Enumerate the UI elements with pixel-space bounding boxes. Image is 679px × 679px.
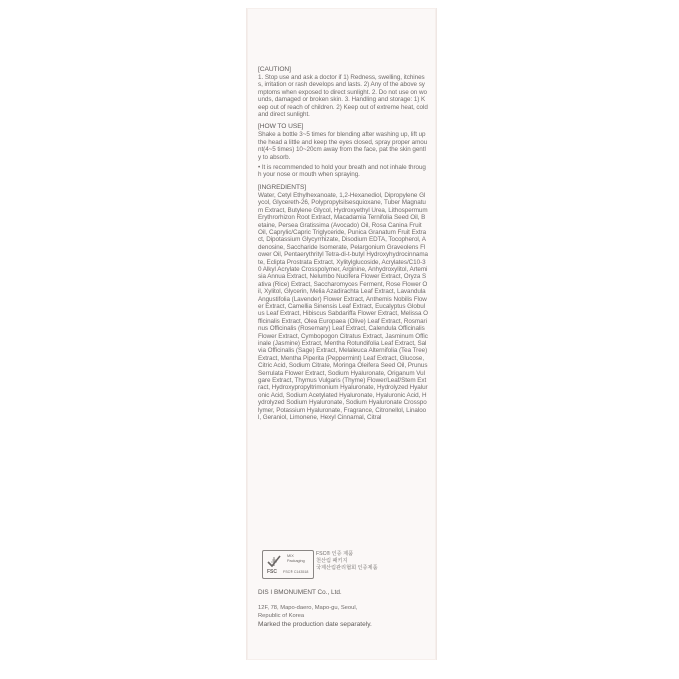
tree-check-icon	[266, 554, 282, 569]
fsc-code: FSC® C143518	[283, 570, 309, 574]
company-name: DIS I BMONUMENT Co., Ltd.	[258, 589, 342, 596]
how-to-use-note: • It is recommended to hold your breath and not inhale through your nose or mouth when spraying.	[258, 164, 426, 179]
address-line2: Republic of Korea	[258, 613, 305, 620]
caution-heading: [CAUTION]	[258, 66, 291, 73]
fsc-note-line3: 국제산림관리협회 인증제품	[316, 565, 378, 572]
ingredients-text: Water, Cetyl Ethylhexanoate, 1,2-Hexanediol, Dipropylene Glycol, Glycereth-26, Polypropylsilsesquioxane, Tuber Magnatum Extract, Butylene Glycol, Hydroxyethyl Urea, Lithospermum Erythrorhizon Root Extract, Macadamia Ternifolia Seed Oil, Betaine, Persea Gratissima (Avocado) Oil, Rosa Canina Fruit Oil, Caprylic/Capric Triglyceride, Punica Granatum Fruit Extract, Dipotassium Glycyrrhizate, Disodium EDTA, Tocopherol, Adenosine, Saccharide Isomerate, Pelargonium Graveolens Flower Oil, Pentaerythrityl Tetra-di-t-butyl Hydroxyhydrocinnamate, Eclipta Prostrata Extract, Xylitylglucoside, Acrylates/C10-30 Alkyl Acrylate Crosspolymer, Arginine, Anhydroxylitol, Artemisia Annua Extract, Nelumbo Nucifera Flower Extract, Oryza Sativa (Rice) Extract, Saccharomyces Ferment, Rose Flower Oil, Xylitol, Glycerin, Melia Azadirachta Leaf Extract, Lavandula Angustifolia (Lavender) Flower Extract, Anthemis Nobilis Flower Extract, Camellia Sinensis Leaf Extract, Eucalyptus Globulus Leaf Extract, Hibiscus Sabdariffa Flower Extract, Melissa Officinalis Extract, Olea Europaea (Olive) Leaf Extract, Rosmarinus Officinalis (Rosemary) Leaf Extract, Calendula Officinalis Flower Extract, Cymbopogon Citratus Extract, Jasminum Officinale (Jasmine) Extract, Mentha Rotundifolia Leaf Extract, Salvia Officinalis (Sage) Extract, Melaleuca Alternifolia (Tea Tree) Extract, Mentha Piperita (Peppermint) Leaf Extract, Glucose, Citric Acid, Sodium Citrate, Moringa Oleifera Seed Oil, Prunus Serrulata Flower Extract, Sodium Hyaluronate, Origanum Vulgare Extract, Thymus Vulgaris (Thyme) Flower/Leaf/Stem Extract, Hydroxypropyltrimonium Hyaluronate, Hydrolyzed Hyaluronic Acid, Sodium Acetylated Hyaluronate, Hyaluronic Acid, Hydrolyzed Sodium Hyaluronate, Sodium Hyaluronate Crosspolymer, Potassium Hyaluronate, Fragrance, Citronellol, Linalool, Geraniol, Limonene, Hexyl Cinnamal, Citral	[258, 191, 429, 422]
fsc-note-line1: FSC® 인증 제품	[316, 551, 354, 557]
fsc-logo	[262, 550, 314, 579]
how-to-use-text: Shake a bottle 3~5 times for blending after washing up, lift up the head a little and keep the eyes closed, spray proper amount(4~5 times) 10~20cm away from the face, pat the skin gently to absorb.	[258, 131, 428, 161]
fsc-mix-line2: Packaging	[287, 558, 305, 563]
fsc-note-line2: 천산림 패키지	[316, 558, 348, 565]
production-date-note: Marked the production date separately.	[258, 621, 372, 628]
label-text-block	[258, 66, 428, 421]
fsc-brand: FSC	[267, 569, 277, 575]
caution-text: 1. Stop use and ask a doctor if 1) Redness, swelling, itchiness, irritation or rash develops and lasts. 2) Any of the above symptoms when exposed to direct sunlight. 2. Do not use on wounds, damaged or broken skin. 3. Handling and storage: 1) Keep out of reach of children. 2) Keep out of extreme heat, cold and direct sunlight.	[258, 74, 428, 119]
company-address	[258, 604, 357, 620]
fsc-mix-label	[287, 554, 305, 563]
address-line1: 12F, 78, Mapo-daero, Mapo-gu, Seoul,	[258, 605, 358, 611]
fsc-korean-note	[316, 551, 378, 573]
ingredients-heading: [INGREDIENTS]	[258, 183, 307, 191]
how-to-use-heading: [HOW TO USE]	[258, 123, 304, 131]
fsc-mix-line1: MIX	[287, 554, 294, 558]
